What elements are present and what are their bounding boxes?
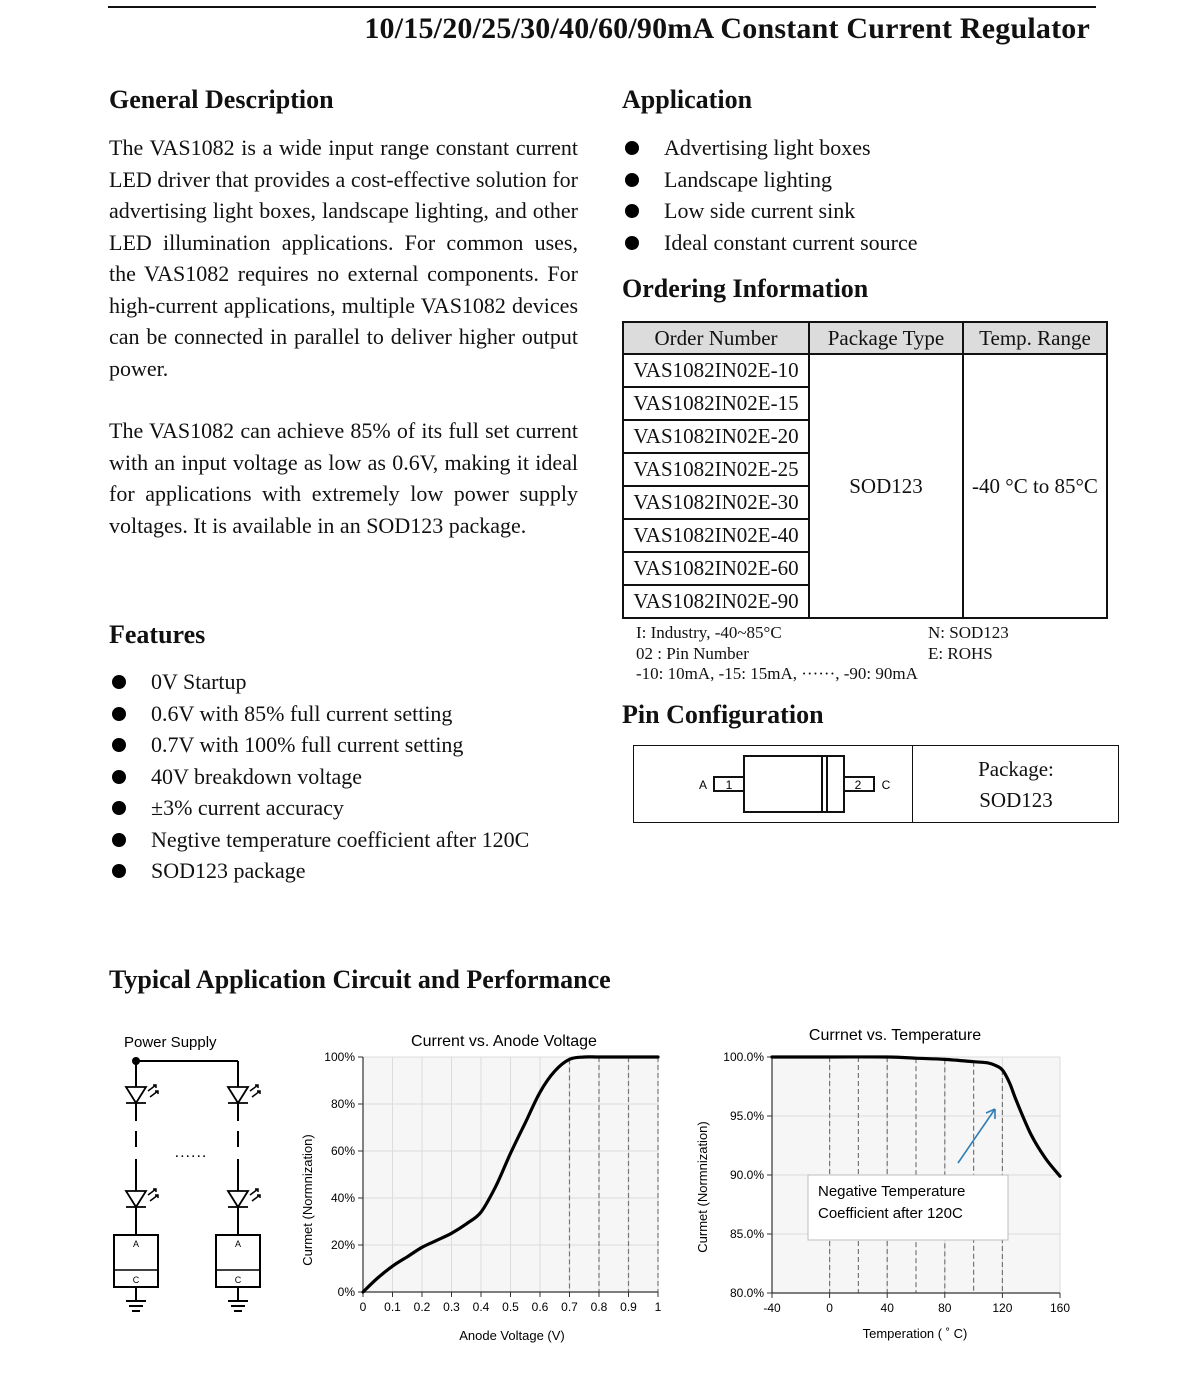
application-circuit-diagram [100, 1025, 290, 1325]
feature-item: SOD123 package [109, 855, 529, 887]
order-number-cell: VAS1082IN02E-30 [623, 486, 809, 519]
column-header: Temp. Range [963, 322, 1107, 354]
light-emission-icon [250, 1085, 260, 1097]
pin-2-number: 2 [854, 778, 862, 792]
led-icon [228, 1087, 248, 1103]
led-icon [126, 1087, 146, 1103]
x-tick-label: 1 [654, 1300, 662, 1314]
bullet-icon [112, 801, 126, 815]
chip-cathode-label: C [234, 1275, 242, 1285]
application-item: Ideal constant current source [622, 227, 918, 259]
feature-item: Negtive temperature coefficient after 120C [109, 824, 529, 856]
x-tick-label: 0.8 [590, 1300, 608, 1314]
chip-anode-label: A [132, 1239, 140, 1249]
application-list [622, 132, 918, 258]
features-heading: Features [109, 620, 206, 649]
note-industry: I: Industry, -40~85°C [636, 623, 782, 642]
order-number-cell: VAS1082IN02E-40 [623, 519, 809, 552]
table-row [623, 354, 1107, 387]
bullet-icon [112, 707, 126, 721]
package-body [744, 756, 844, 812]
y-tick-label: 80.0% [729, 1286, 764, 1300]
current-vs-voltage-chart [290, 1020, 680, 1350]
top-rule [108, 6, 1096, 8]
column-header: Package Type [809, 322, 963, 354]
order-number-cell: VAS1082IN02E-25 [623, 453, 809, 486]
bullet-icon [112, 738, 126, 752]
x-tick-label: 40 [880, 1301, 894, 1315]
feature-item: 0V Startup [109, 666, 529, 698]
y-tick-label: 80% [330, 1097, 355, 1111]
note-package: N: SOD123 [928, 623, 1009, 642]
y-tick-label: 100.0% [723, 1050, 764, 1064]
x-tick-label: 80 [938, 1301, 952, 1315]
y-tick-label: 90.0% [729, 1168, 764, 1182]
feature-item: ±3% current accuracy [109, 792, 529, 824]
x-tick-label: 0.2 [413, 1300, 431, 1314]
x-tick-label: 0.6 [531, 1300, 549, 1314]
power-supply-label: Power Supply [124, 1034, 217, 1051]
sod123-package-diagram [634, 746, 912, 822]
features-list [109, 666, 529, 887]
column-header: Order Number [623, 322, 809, 354]
pin-1-number: 1 [725, 778, 733, 792]
bullet-icon [112, 833, 126, 847]
x-tick-label: 0.3 [443, 1300, 460, 1314]
application-heading: Application [622, 85, 753, 114]
anode-label: A [698, 778, 708, 792]
light-emission-icon [148, 1189, 158, 1201]
led-icon [228, 1191, 248, 1207]
current-vs-temperature-chart [685, 1015, 1080, 1350]
general-description-paragraph-2: The VAS1082 can achieve 85% of its full set current with an input voltage as low as 0.6V, making it ideal for applications with extremely low power supply voltages. It is available in an SOD123 package. [109, 418, 578, 538]
x-axis-label: Anode Voltage (V) [459, 1328, 565, 1343]
y-tick-label: 95.0% [729, 1109, 764, 1123]
y-tick-label: 85.0% [729, 1227, 764, 1241]
pin-configuration-box [633, 745, 1119, 823]
x-tick-label: 160 [1049, 1301, 1071, 1315]
general-description-heading: General Description [109, 85, 334, 114]
package-label: Package: [978, 757, 1054, 781]
cathode-label: C [881, 778, 891, 792]
x-tick-label: -40 [763, 1301, 781, 1315]
ordering-table [622, 321, 1108, 619]
package-info [914, 754, 1118, 816]
ellipsis-label: ...... [174, 1144, 208, 1161]
bullet-icon [625, 204, 639, 218]
temp-range-cell: -40 °C to 85°C [963, 354, 1107, 618]
typical-application-heading: Typical Application Circuit and Performance [109, 965, 611, 994]
x-axis-label: Temperation ( ˚ C) [862, 1326, 968, 1341]
ground-icon [228, 1301, 248, 1311]
table-header-row [623, 322, 1107, 354]
y-axis-label: Curmet (Normnization) [300, 1134, 315, 1266]
ground-icon [126, 1301, 146, 1311]
pin-box-divider [912, 746, 913, 822]
note-current-codes: -10: 10mA, -15: 15mA, ······, -90: 90mA [636, 664, 918, 683]
order-number-cell: VAS1082IN02E-10 [623, 354, 809, 387]
x-tick-label: 0.9 [620, 1300, 637, 1314]
bullet-icon [625, 236, 639, 250]
led-icon [126, 1191, 146, 1207]
feature-item: 0.7V with 100% full current setting [109, 729, 529, 761]
annotation-text: Coefficient after 120C [818, 1205, 963, 1222]
bullet-icon [112, 770, 126, 784]
order-number-cell: VAS1082IN02E-15 [623, 387, 809, 420]
chip-anode-label: A [234, 1239, 242, 1249]
ordering-heading: Ordering Information [622, 274, 869, 303]
y-tick-label: 0% [337, 1285, 355, 1299]
order-number-cell: VAS1082IN02E-20 [623, 420, 809, 453]
general-description-paragraph-1: The VAS1082 is a wide input range constant current LED driver that provides a cost-effective solution for advertising light boxes, landscape lighting, and other LED illumination applications. For common uses, the VAS1082 requires no external components. For high-current applications, multiple VAS1082 devices can be connected in parallel to deliver higher output power. [109, 135, 578, 381]
pin-configuration-heading: Pin Configuration [622, 700, 824, 729]
feature-item: 0.6V with 85% full current setting [109, 698, 529, 730]
y-tick-label: 40% [330, 1191, 355, 1205]
bullet-icon [625, 173, 639, 187]
feature-item: 40V breakdown voltage [109, 761, 529, 793]
y-tick-label: 100% [324, 1050, 355, 1064]
bullet-icon [112, 864, 126, 878]
chart-title: Currnet vs. Temperature [808, 1027, 982, 1044]
light-emission-icon [250, 1189, 260, 1201]
light-emission-icon [148, 1085, 158, 1097]
note-pin-number: 02 : Pin Number [636, 643, 749, 663]
application-item: Advertising light boxes [622, 132, 918, 164]
y-axis-label: Curmet (Normnization) [695, 1121, 710, 1253]
x-tick-label: 0.7 [561, 1300, 578, 1314]
x-tick-label: 0.5 [502, 1300, 519, 1314]
x-tick-label: 0.4 [472, 1300, 490, 1314]
x-tick-label: 0 [359, 1300, 367, 1314]
bullet-icon [625, 141, 639, 155]
y-tick-label: 60% [330, 1144, 355, 1158]
package-type-cell: SOD123 [809, 354, 963, 618]
chart-title: Current vs. Anode Voltage [411, 1033, 597, 1050]
order-number-cell: VAS1082IN02E-60 [623, 552, 809, 585]
page-title: 10/15/20/25/30/40/60/90mA Constant Current Regulator [364, 12, 1090, 45]
package-value: SOD123 [979, 788, 1053, 812]
chip-cathode-label: C [132, 1275, 140, 1285]
annotation-text: Negative Temperature [818, 1183, 966, 1200]
application-item: Landscape lighting [622, 164, 918, 196]
x-tick-label: 120 [992, 1301, 1013, 1315]
order-number-cell: VAS1082IN02E-90 [623, 585, 809, 618]
x-tick-label: 0 [826, 1301, 833, 1315]
note-rohs: E: ROHS [928, 643, 993, 663]
application-item: Low side current sink [622, 195, 918, 227]
y-tick-label: 20% [330, 1238, 355, 1252]
bullet-icon [112, 675, 126, 689]
x-tick-label: 0.1 [384, 1300, 401, 1314]
ordering-notes [636, 623, 1009, 685]
